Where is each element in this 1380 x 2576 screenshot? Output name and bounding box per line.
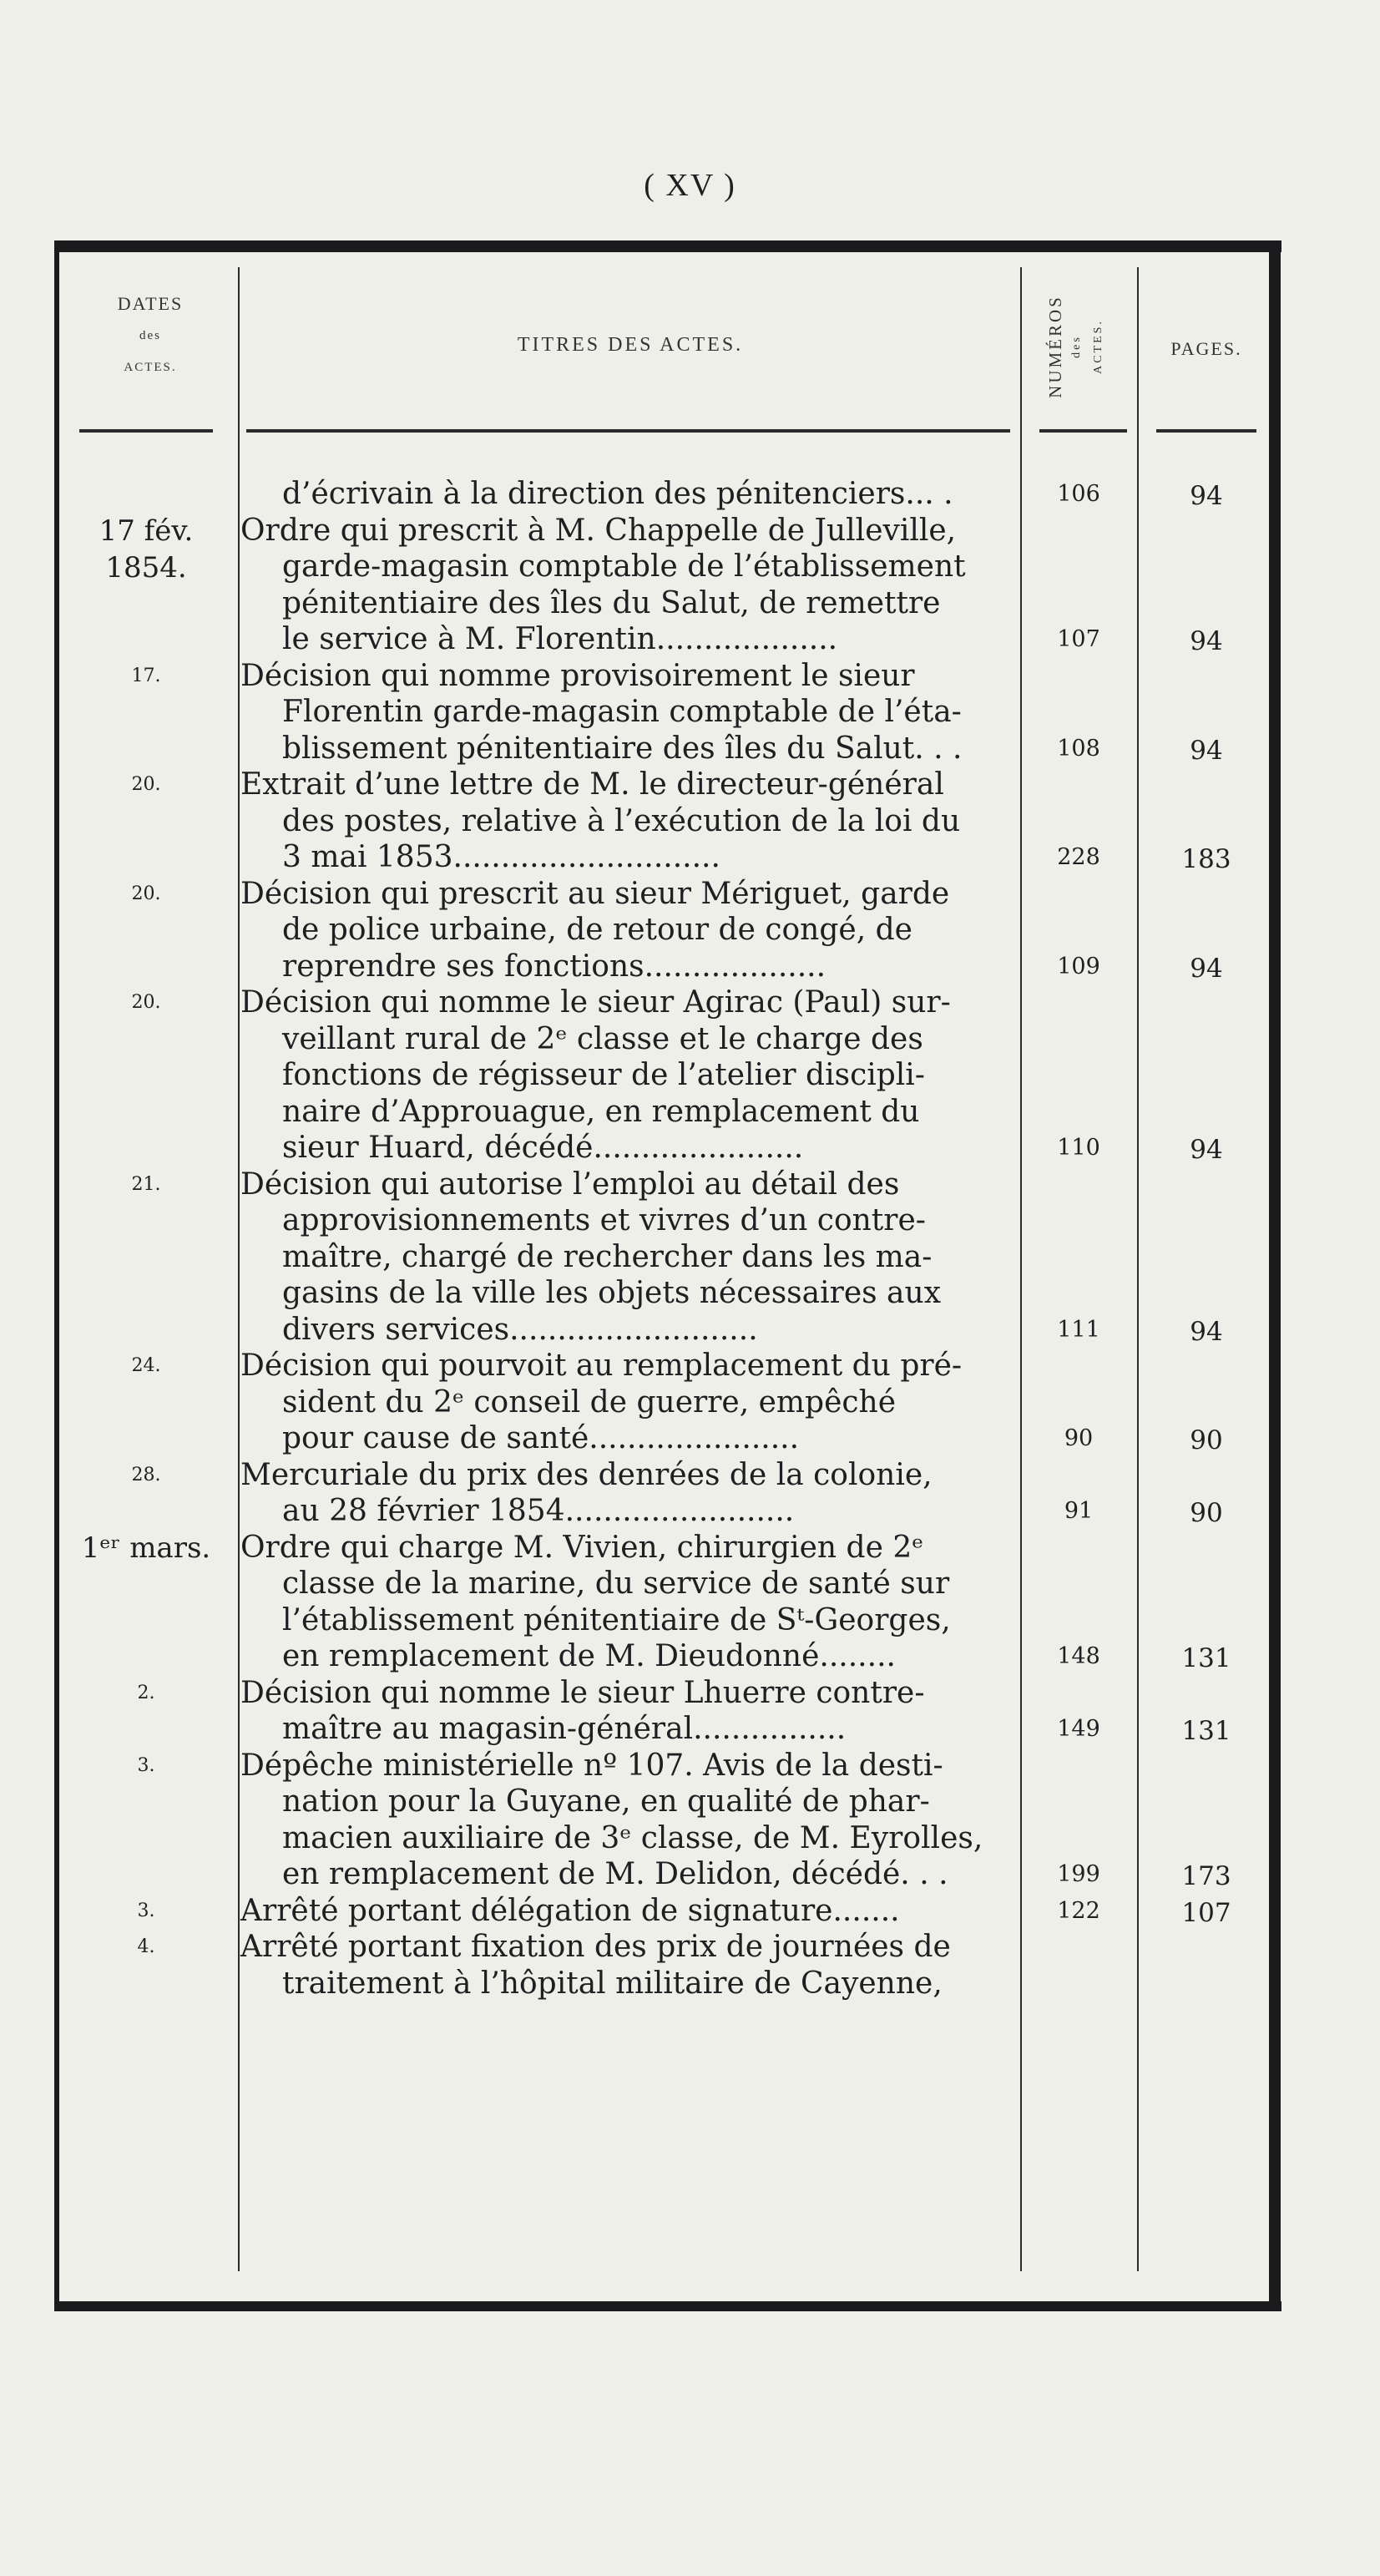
entry-title <box>240 1348 1021 1457</box>
entry-title-line: Décision qui autorise l’emploi au détail des <box>240 1167 900 1202</box>
entry-page: 90 <box>1190 1498 1223 1528</box>
entry-title-line: nation pour la Guyane, en qualité de phar- <box>282 1784 930 1819</box>
entry-page: 90 <box>1190 1425 1223 1455</box>
entry-title-line: maître au magasin-général................ <box>282 1712 847 1746</box>
entry-number: 106 <box>1057 481 1100 507</box>
header-underline-numbers <box>1039 429 1127 433</box>
entry-title-line: naire d’Approuague, en remplacement du <box>282 1094 920 1129</box>
entry-title-line: au 28 février 1854........................ <box>282 1494 795 1528</box>
entry-title-line: sident du 2ᵉ conseil de guerre, empêché <box>282 1384 897 1420</box>
entry-date: 2. <box>137 1682 155 1703</box>
column-divider-dates <box>238 267 240 2271</box>
entry-page: 94 <box>1190 953 1223 984</box>
entry-title <box>240 1457 1021 1530</box>
entry-page: 131 <box>1181 1716 1231 1746</box>
entry-page: 107 <box>1181 1897 1231 1928</box>
entry-title <box>240 1893 1021 1930</box>
entry-date: 1ᵉʳ mars. <box>81 1531 211 1565</box>
table-bottom-rule <box>54 2301 1281 2311</box>
header-numbers-des: des <box>1070 335 1083 358</box>
entry-page: 94 <box>1190 1135 1223 1165</box>
entry-date: 20. <box>131 774 161 795</box>
entry-title-line: blissement pénitentiaire des îles du Salut. . . <box>282 731 963 766</box>
entry-title-line: Décision qui nomme le sieur Lhuerre contre- <box>240 1675 925 1710</box>
entry-title-line: Ordre qui charge M. Vivien, chirurgien de 2ᵉ <box>240 1530 924 1565</box>
header-numbers-actes: ACTES. <box>1092 319 1105 374</box>
entry-title-line: Ordre qui prescrit à M. Chappelle de Julleville, <box>240 513 957 548</box>
entry-title-line: garde-magasin comptable de l’établissement <box>282 549 966 584</box>
entry-title-line: Mercuriale du prix des denrées de la colonie, <box>240 1457 933 1492</box>
entry-page: 94 <box>1190 481 1223 511</box>
header-numbers-label: NUMÉROS <box>1045 295 1065 398</box>
entry-title <box>240 984 1021 1167</box>
entry-page: 173 <box>1181 1861 1231 1891</box>
entry-title <box>240 1748 1021 1893</box>
entry-number: 110 <box>1057 1135 1100 1161</box>
entry-page: 183 <box>1181 844 1231 874</box>
entry-page: 94 <box>1190 626 1223 656</box>
entry-title-line: d’écrivain à la direction des pénitenciers... . <box>282 477 953 511</box>
entry-number: 109 <box>1057 953 1100 979</box>
entry-title-line: Extrait d’une lettre de M. le directeur-général <box>240 767 944 802</box>
entry-number: 148 <box>1057 1643 1100 1669</box>
entry-number: 108 <box>1057 735 1100 762</box>
column-header-titles: TITRES DES ACTES. <box>517 334 744 356</box>
column-header-numbers <box>1019 267 1135 426</box>
entry-title-line: des postes, relative à l’exécution de la loi du <box>282 803 961 838</box>
entry-number: 122 <box>1057 1897 1100 1924</box>
entry-title-line: en remplacement de M. Delidon, décédé. . . <box>282 1857 948 1891</box>
entry-title-line: Décision qui nomme le sieur Agirac (Paul) sur- <box>240 985 951 1020</box>
entry-title-line: pénitentiaire des îles du Salut, de remettre <box>282 585 941 620</box>
entry-title-line: Dépêche ministérielle nº 107. Avis de la desti- <box>240 1748 943 1783</box>
entry-title-line: fonctions de régisseur de l’atelier discipli- <box>282 1058 925 1092</box>
entry-title-line: approvisionnements et vivres d’un contre- <box>282 1203 926 1237</box>
entry-page: 94 <box>1190 1316 1223 1347</box>
entry-title-line: Décision qui prescrit au sieur Mériguet, garde <box>240 876 950 911</box>
header-dates-label: DATES <box>117 293 184 314</box>
header-dates-actes: ACTES. <box>124 361 177 374</box>
entry-title <box>240 767 1021 876</box>
entry-date: 17 fév. 1854. <box>99 514 194 585</box>
entry-title <box>240 513 1021 658</box>
entry-title-line: l’établissement pénitentiaire de Sᵗ-Georges, <box>282 1602 951 1637</box>
entry-title-line: pour cause de santé...................... <box>282 1421 800 1455</box>
entry-page: 94 <box>1190 735 1223 766</box>
entry-number: 90 <box>1064 1425 1094 1451</box>
column-header-dates <box>67 288 234 383</box>
entry-title-line: le service à M. Florentin................... <box>282 622 838 656</box>
entry-number: 107 <box>1057 626 1100 652</box>
entry-title <box>240 1929 1021 2002</box>
entry-title-line: Décision qui nomme provisoirement le sieur <box>240 658 915 693</box>
entry-title-line: traitement à l’hôpital militaire de Cayenne, <box>282 1966 943 2001</box>
entry-number: 228 <box>1057 844 1100 870</box>
entry-date: 3. <box>137 1754 155 1776</box>
header-underline-dates <box>79 429 213 433</box>
entry-date: 20. <box>131 992 161 1013</box>
entry-date: 17. <box>131 665 161 686</box>
entry-title-line: de police urbaine, de retour de congé, de <box>282 913 912 947</box>
entry-title-line: reprendre ses fonctions................... <box>282 949 826 984</box>
entry-title <box>240 1167 1021 1349</box>
entry-title-line: gasins de la ville les objets nécessaires aux <box>282 1276 942 1310</box>
entry-date: 3. <box>137 1900 155 1921</box>
column-divider-numbers <box>1137 267 1139 2271</box>
entry-title-line: Arrêté portant fixation des prix de journées de <box>240 1930 951 1964</box>
table-top-rule <box>54 240 1281 252</box>
column-header-pages: PAGES. <box>1170 338 1242 359</box>
entry-date: 20. <box>131 883 161 904</box>
entry-title-line: Florentin garde-magasin comptable de l’éta- <box>282 695 962 729</box>
entry-title <box>240 476 1021 513</box>
entry-title <box>240 876 1021 985</box>
header-underline-pages <box>1156 429 1256 433</box>
header-underline-titles <box>246 429 1010 433</box>
table-right-border <box>1269 242 1281 2310</box>
entry-title-line: maître, chargé de rechercher dans les ma- <box>282 1239 933 1274</box>
entry-title-line: 3 mai 1853............................ <box>282 840 720 874</box>
entry-date: 21. <box>131 1173 161 1195</box>
entry-date: 24. <box>131 1355 161 1376</box>
entry-title-line: sieur Huard, décédé...................... <box>282 1131 804 1165</box>
entry-title <box>240 1675 1021 1748</box>
entry-date: 28. <box>131 1464 161 1485</box>
entry-page: 131 <box>1181 1643 1231 1673</box>
entry-date: 4. <box>137 1936 155 1957</box>
entry-title-line: macien auxiliaire de 3ᵉ classe, de M. Eyrolles, <box>282 1820 983 1855</box>
entry-number: 111 <box>1057 1316 1100 1343</box>
entry-title-line: Décision qui pourvoit au remplacement du pré- <box>240 1349 963 1383</box>
entry-number: 91 <box>1064 1498 1094 1524</box>
page-number: ( XV ) <box>644 168 736 203</box>
entry-title <box>240 658 1021 767</box>
entry-number: 149 <box>1057 1716 1100 1742</box>
entry-title-line: veillant rural de 2ᵉ classe et le charge des <box>282 1021 923 1056</box>
entry-title <box>240 1530 1021 1675</box>
entry-title-line: Arrêté portant délégation de signature....... <box>240 1893 900 1928</box>
entry-title-line: classe de la marine, du service de santé sur <box>282 1566 950 1601</box>
entry-number: 199 <box>1057 1861 1100 1887</box>
entry-title-line: divers services.......................... <box>282 1312 758 1347</box>
header-dates-des: des <box>139 329 161 342</box>
entry-title-line: en remplacement de M. Dieudonné........ <box>282 1639 896 1673</box>
